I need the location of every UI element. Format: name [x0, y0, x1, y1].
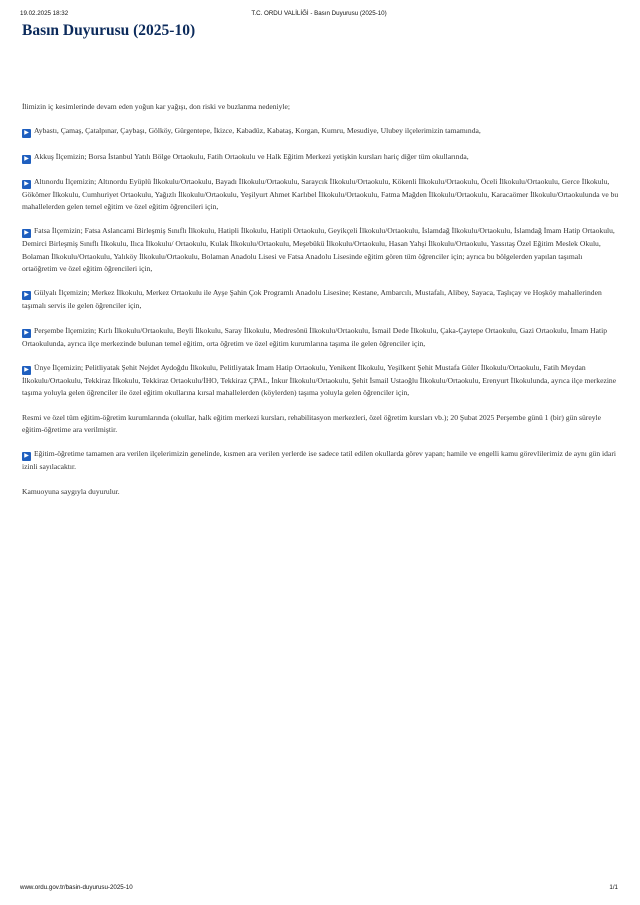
play-arrow-icon: ▶: [22, 155, 31, 164]
district-paragraph-text: Aybastı, Çamaş, Çatalpınar, Çaybaşı, Gölköy, Gürgentepe, İkizce, Kabadüz, Kabataş, Korgan, Kumru, Mesudiye, Ulubey ilçelerimizin tamamında,: [34, 126, 481, 136]
district-paragraph-6: [22, 325, 619, 350]
district-paragraph-text: Fatsa İlçemizin; Fatsa Aslancami Birleşmiş Sınıflı İlkokulu, Hatipli İlkokulu, Hatipli Ortaokulu, Geyikçeli İlkokulu/Ortaokulu, İslamdağ İlkokulu/Ortaokulu, İslamdağ İmam Hatip Ortaokulu, Demirci Birleşmiş Sınıflı İlkokulu, Ilıca İlkokulu/ Ortaokulu, Kulak İlkokulu/Ortaokulu, Meşebükü İlkokulu/Ortaokulu, Hasan Yahşi İlkokulu/Ortaokulu, Yassıtaş Özel Eğitim Meslek Okulu, Bolaman İlkokulu/Ortaokulu, Yalıköy İlkokulu/Ortaokulu, Bolaman Anadolu Lisesi ve Fatsa Anadolu Lisesinde eğitim gören tüm öğrenciler için; ayrıca bu bölgelerden yapılan taşımalı ortaöğretim ve özel eğitim öğrencileri için,: [22, 226, 615, 273]
play-arrow-icon: ▶: [22, 180, 31, 189]
play-arrow-icon: ▶: [22, 329, 31, 338]
play-arrow-icon: ▶: [22, 366, 31, 375]
district-paragraph-4: [22, 225, 619, 275]
play-arrow-icon: ▶: [22, 229, 31, 238]
staff-leave-note: [22, 448, 619, 473]
print-url: www.ordu.gov.tr/basin-duyurusu-2025-10: [20, 884, 133, 891]
intro-paragraph: İlimizin iç kesimlerinde devam eden yoğun kar yağışı, don riski ve buzlanma nedeniyle;: [22, 102, 291, 111]
play-arrow-icon: ▶: [22, 452, 31, 461]
district-paragraph-text: Altınordu İlçemizin; Altınordu Eyüplü İlkokulu/Ortaokulu, Bayadı İlkokulu/Ortaokulu, Saraycık İlkokulu/Ortaokulu, Kökenli İlkokulu/Ortaokulu, Öceli İlkokulu/Ortaokulu, Gerce İlkokulu, Gökömer İlkokulu, Cumhuriyet Ortaokulu, Yağızlı İlkokulu/Ortaokulu, Yeşilyurt Ahmet Karlıbel İlkokulu/Ortaokulu, Fatma Mağden İlkokulu/Ortaokulu, Karacaömer İlkokulu/Ortaokulunda ve bu mahallelerden gelen temel eğitim ve özel eğitim öğrencileri için,: [22, 176, 619, 211]
print-page-title: T.C. ORDU VALİLİĞİ - Basın Duyurusu (2025-10): [251, 10, 387, 17]
staff-leave-note-text: Eğitim-öğretime tamamen ara verilen ilçelerimizin genelinde, kısmen ara verilen yerlerde ise sadece tatil edilen okullarda görev yapan; hamile ve engelli kamu görevlilerimiz de aynı gün idari izinli sayılacaktır.: [22, 449, 616, 472]
district-paragraph-2: [22, 151, 619, 164]
play-arrow-icon: ▶: [22, 291, 31, 300]
closing-statement: Resmi ve özel tüm eğitim-öğretim kurumlarında (okullar, halk eğitim merkezi kursları, rehabilitasyon merkezleri, özel öğretim kursları vb.); 20 Şubat 2025 Perşembe günü 1 (bir) gün süreyle eğitim-öğretime ara verilmiştir.: [22, 412, 601, 434]
print-header: [20, 10, 618, 20]
district-paragraph-text: Ünye İlçemizin; Pelitliyatak Şehit Nejdet Aydoğdu İlkokulu, Pelitliyatak İmam Hatip Ortaokulu, Yenikent İlkokulu, Yeşilkent Şehit Mustafa Güler İlkokulu/Ortaokulu, Fatih Meydan İlkokulu/Ortaokulu, Tekkiraz İlkokulu, Tekkiraz Ortaokulu/İHO, Tekkiraz ÇPAL, İnkur İlkokulu/Ortaokulu, Şehit İsmail Ustaoğlu İlkokulu/Ortaokulu, Erenyurt İlkokulunda, ayrıca ilçe merkezine taşıma yoluyla gelen öğrenciler ile özel eğitim okullarına kırsal mahallelerden (köylerden) taşıma yoluyla gelen öğrenciler için,: [22, 362, 617, 398]
print-date: 19.02.2025 18:32: [20, 10, 69, 17]
district-paragraph-text: Akkuş İlçemizin; Borsa İstanbul Yatılı Bölge Ortaokulu, Fatih Ortaokulu ve Halk Eğitim Merkezi yetişkin kursları hariç diğer tüm okullarında,: [34, 151, 469, 161]
play-arrow-icon: ▶: [22, 129, 31, 138]
announcement-body: [22, 101, 619, 510]
page-title: Basın Duyurusu (2025-10): [22, 22, 196, 39]
page-number: 1/1: [609, 884, 618, 891]
district-paragraph-1: [22, 125, 619, 138]
district-paragraph-3: [22, 176, 619, 213]
district-paragraph-text: Perşembe İlçemizin; Kırlı İlkokulu/Ortaokulu, Beyli İlkokulu, Saray İlkokulu, Medresönü İlkokulu/Ortaokulu, İsmail Dede İlkokulu, Çaka-Çaytepe Ortaokulu, Gazi Ortaokulu, İmam Hatip Ortaokulunda, ayrıca ilçe merkezinde bulunan temel eğitim, orta öğretim ve özel eğitim kurumlarına taşıma ile gelen öğrenciler için,: [22, 325, 607, 348]
district-paragraph-text: Gülyalı İlçemizin; Merkez İlkokulu, Merkez Ortaokulu ile Ayşe Şahin Çok Programlı Anadolu Lisesine; Kestane, Ambarcılı, Mustafalı, Alibey, Sayaca, Taşlıçay ve Hoşköy mahallerinden taşımalı servis ile gelen öğrenciler için,: [22, 288, 602, 311]
district-paragraph-5: [22, 287, 619, 312]
print-footer: [20, 884, 618, 894]
signoff: Kamuoyuna saygıyla duyurulur.: [22, 486, 120, 496]
district-paragraph-7: [22, 362, 619, 399]
